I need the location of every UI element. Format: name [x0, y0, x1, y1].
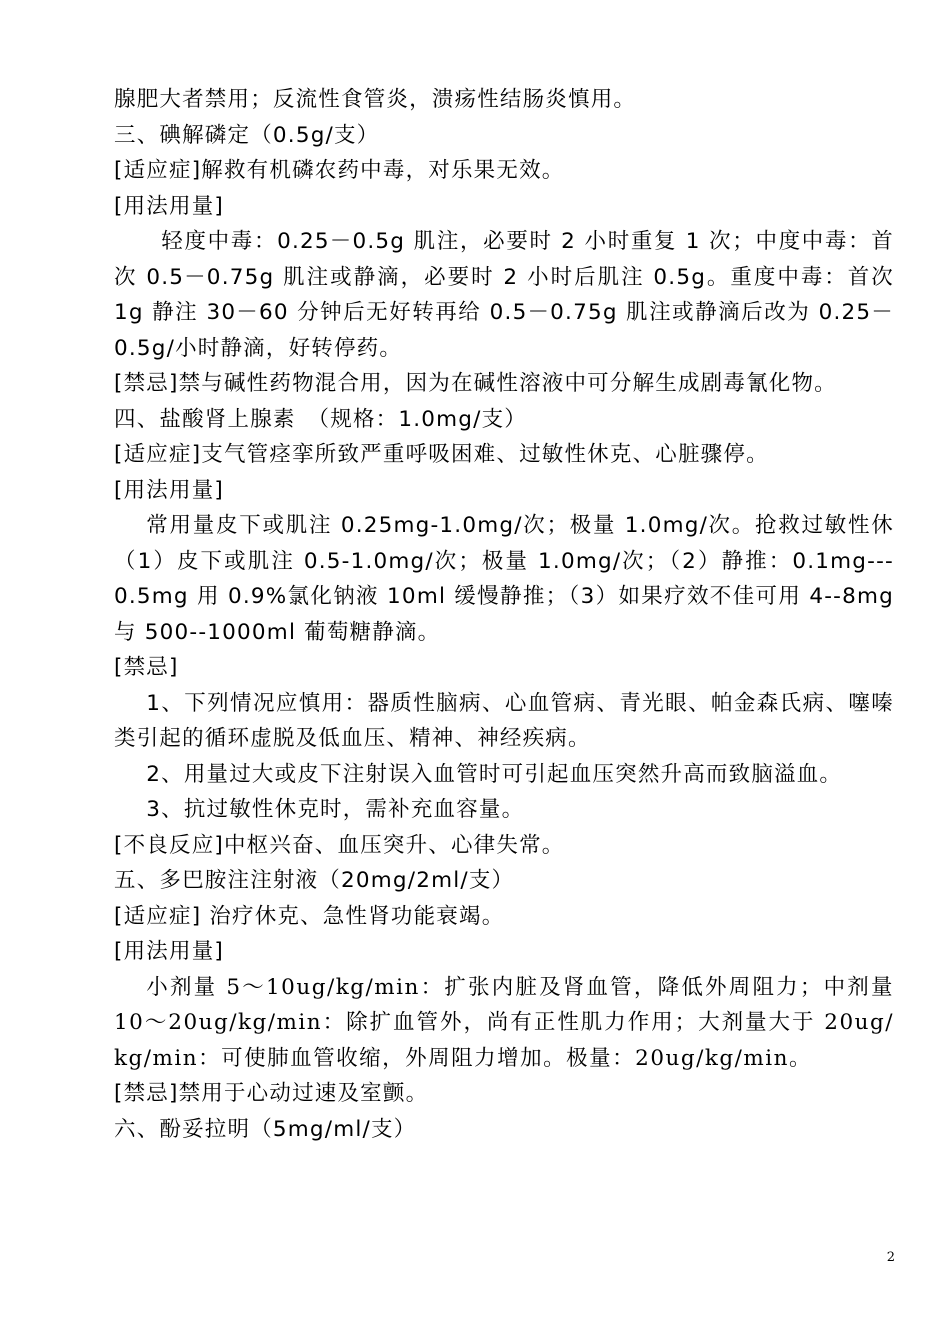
usage-paragraph: 小剂量 5～10ug/kg/min：扩张内脏及肾血管，降低外周阻力；中剂量 10～20ug/kg/min：除扩血管外，尚有正性肌力作用；大剂量大于 20ug/kg/min：可使肺血管收缩，外周阻力增加。极量：20ug/kg/min。: [114, 974, 894, 1071]
contraindications-paragraph: [禁忌]禁与碱性药物混合用，因为在碱性溶液中可分解生成剧毒氰化物。: [114, 371, 837, 396]
contraindications-heading: [禁忌]: [114, 655, 179, 680]
usage-heading: [用法用量]: [114, 193, 224, 219]
section-heading: 六、酚妥拉明（5mg/ml/支）: [114, 1116, 417, 1142]
contraindications-line: [禁忌]禁用于心动过速及室颤。: [114, 1081, 429, 1106]
text-line: 腺肥大者禁用；反流性食管炎，溃疡性结肠炎慎用。: [114, 87, 637, 112]
indications-line: [适应症]支气管痉挛所致严重呼吸困难、过敏性休克、心脏骤停。: [114, 442, 769, 467]
indications-line: [适应症] 治疗休克、急性肾功能衰竭。: [114, 903, 505, 929]
usage-paragraph: 常用量皮下或肌注 0.25mg-1.0mg/次；极量 1.0mg/次。抢救过敏性休（1）皮下或肌注 0.5-1.0mg/次；极量 1.0mg/次；（2）静推：0.1mg---0.5mg 用 0.9%氯化钠液 10ml 缓慢静推；（3）如果疗效不佳可用 4--8mg 与 500--1000ml 葡萄糖静滴。: [114, 513, 894, 645]
usage-heading: [用法用量]: [114, 477, 224, 503]
document-body: [114, 82, 894, 1147]
indications-line: [适应症]解救有机磷农药中毒，对乐果无效。: [114, 158, 565, 183]
contraindication-item: 1、下列情况应慎用：器质性脑病、心血管病、青光眼、帕金森氏病、噻嗪类引起的循环虚脱及低血压、精神、神经疾病。: [114, 690, 894, 751]
page-number: 2: [886, 1250, 895, 1265]
usage-heading: [用法用量]: [114, 939, 224, 964]
contraindication-item: 2、用量过大或皮下注射误入血管时可引起血压突然升高而致脑溢血。: [146, 761, 843, 787]
usage-paragraph: 轻度中毒：0.25－0.5g 肌注，必要时 2 小时重复 1 次；中度中毒：首次 0.5－0.75g 肌注或静滴，必要时 2 小时后肌注 0.5g。重度中毒：首次 1g 静注 30－60 分钟后无好转再给 0.5－0.75g 肌注或静滴后改为 0.25－0.5g/小时静滴，好转停药。: [114, 229, 894, 361]
adverse-reactions-line: [不良反应]中枢兴奋、血压突升、心律失常。: [114, 832, 565, 858]
contraindication-item: 3、抗过敏性休克时，需补充血容量。: [146, 797, 525, 822]
section-heading: 五、多巴胺注注射液（20mg/2ml/支）: [114, 868, 515, 893]
section-heading: 四、盐酸肾上腺素 （规格：1.0mg/支）: [114, 406, 527, 432]
section-heading: 三、碘解磷定（0.5g/支）: [114, 122, 380, 148]
